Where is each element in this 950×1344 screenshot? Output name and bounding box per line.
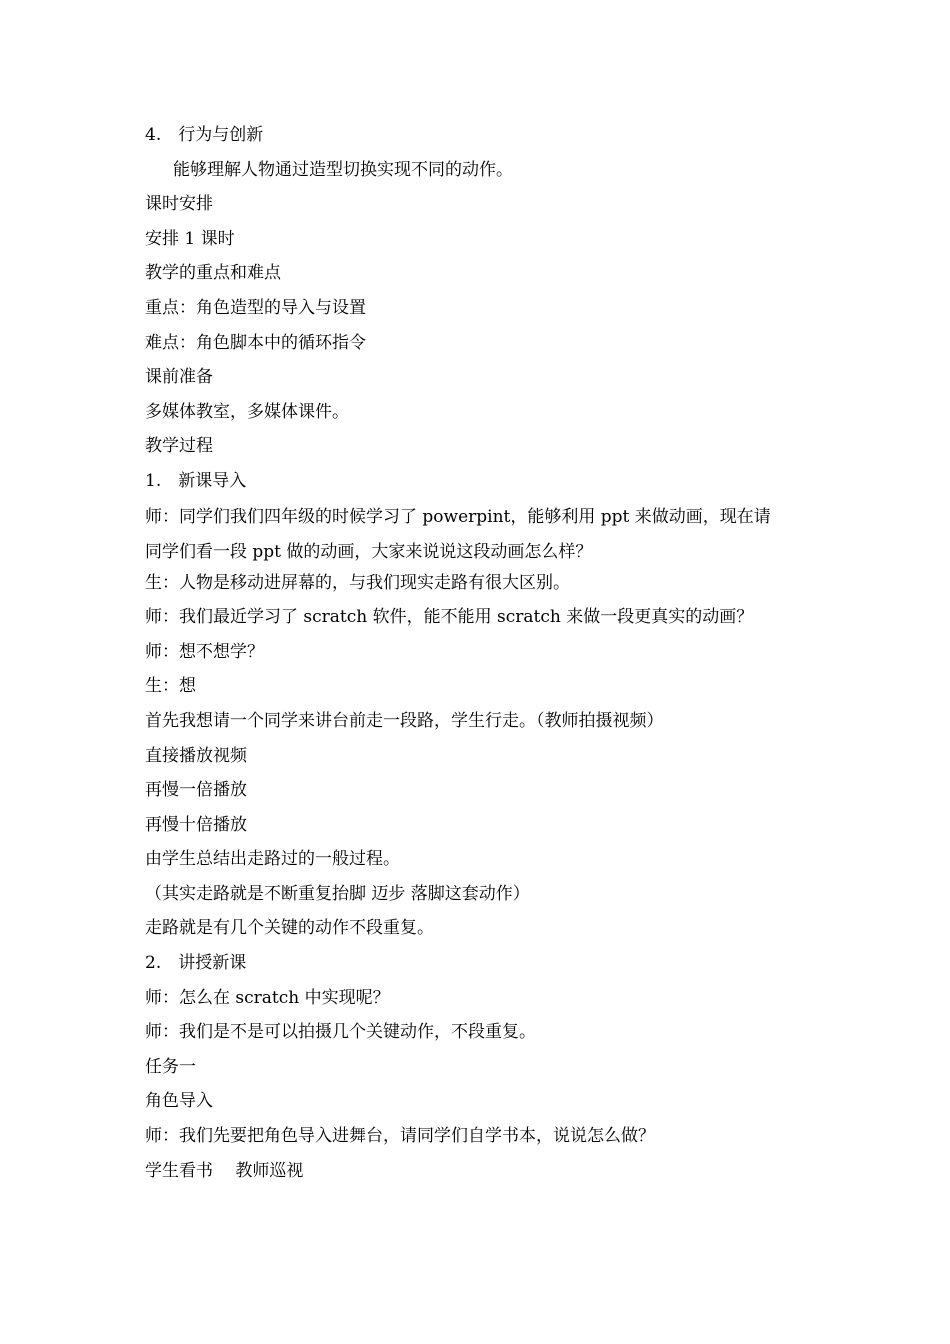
dialogue-line: 生：人物是移动进屏幕的，与我们现实走路有很大区别。 (145, 572, 570, 593)
paragraph-line: 走路就是有几个关键的动作不段重复。 (145, 918, 434, 939)
document-body (145, 118, 815, 1188)
paragraph-difficulty: 难点：角色脚本中的循环指令 (145, 332, 366, 353)
paragraph-line: 直接播放视频 (145, 745, 247, 766)
paragraph-line: 再慢十倍播放 (145, 814, 247, 835)
section-heading-key-points: 教学的重点和难点 (145, 263, 281, 284)
dialogue-line: 师：想不想学？ (145, 641, 264, 662)
paragraph-objective: 能够理解人物通过造型切换实现不同的动作。 (173, 159, 513, 180)
subheading-role-import: 角色导入 (145, 1091, 213, 1112)
paragraph-line: 再慢一倍播放 (145, 780, 247, 801)
paragraph-key-point: 重点：角色造型的导入与设置 (145, 297, 366, 318)
dialogue-line: 师：我们是不是可以拍摄几个关键动作，不段重复。 (145, 1022, 536, 1043)
paragraph-line: 由学生总结出走路过的一般过程。 (145, 849, 400, 870)
subheading-introduction: 1. 新课导入 (145, 470, 247, 491)
subheading-new-lesson: 2. 讲授新课 (145, 953, 247, 974)
section-heading-behavior-innovation: 4. 行为与创新 (145, 125, 264, 145)
dialogue-line: 生：想 (145, 676, 196, 697)
dialogue-line: 师：同学们我们四年级的时候学习了 powerpint，能够利用 ppt 来做动画，现在请 (145, 506, 771, 527)
dialogue-line: 同学们看一段 ppt 做的动画，大家来说说这段动画怎么样？ (145, 541, 593, 562)
section-heading-process: 教学过程 (145, 436, 213, 457)
dialogue-line: 师：我们先要把角色导入进舞台，请同学们自学书本，说说怎么做？ (145, 1126, 655, 1147)
dialogue-line: 师：怎么在 scratch 中实现呢？ (145, 987, 390, 1008)
dialogue-line: 师：我们最近学习了 scratch 软件，能不能用 scratch 来做一段更真实的动画？ (145, 607, 754, 628)
paragraph-schedule: 安排 1 课时 (145, 228, 235, 249)
paragraph-line: 学生看书 教师巡视 (145, 1160, 304, 1181)
paragraph-line: （其实走路就是不断重复抬脚 迈步 落脚这套动作） (145, 883, 530, 904)
section-heading-schedule: 课时安排 (145, 194, 213, 215)
section-heading-preparation: 课前准备 (145, 367, 213, 388)
subheading-task-one: 任务一 (145, 1056, 196, 1077)
paragraph-line: 首先我想请一个同学来讲台前走一段路，学生行走。（教师拍摄视频） (145, 710, 664, 731)
paragraph-preparation: 多媒体教室，多媒体课件。 (145, 401, 349, 422)
